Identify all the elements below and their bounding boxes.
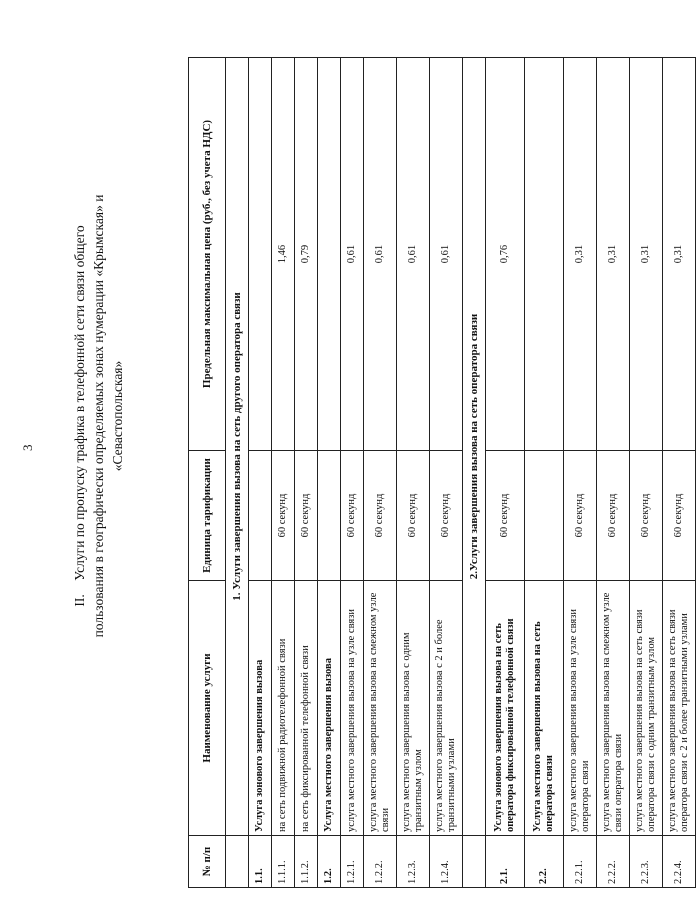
title-roman: II. bbox=[72, 594, 87, 607]
row-num: 1.2.4. bbox=[430, 836, 463, 888]
row-price bbox=[318, 58, 341, 451]
rotated-table-container bbox=[188, 58, 690, 888]
table-row bbox=[663, 58, 696, 888]
row-num: 2.2.4. bbox=[663, 836, 696, 888]
table-row bbox=[364, 58, 397, 888]
row-price: 0,31 bbox=[564, 58, 597, 451]
table-row bbox=[486, 58, 525, 888]
row-name: услуга местного завершения вызова с 2 и более транзитными узлами bbox=[430, 581, 463, 836]
row-num: 2.2.1. bbox=[564, 836, 597, 888]
row-name: на сеть фиксированной телефонной связи bbox=[295, 581, 318, 836]
row-unit: 60 секунд bbox=[663, 451, 696, 581]
row-price bbox=[249, 58, 272, 451]
table-row bbox=[341, 58, 364, 888]
row-num: 1.1.1. bbox=[272, 836, 295, 888]
table-row bbox=[564, 58, 597, 888]
row-unit: 60 секунд bbox=[272, 451, 295, 581]
row-num: 1.1. bbox=[249, 836, 272, 888]
row-unit bbox=[249, 451, 272, 581]
row-price: 0,31 bbox=[630, 58, 663, 451]
row-name: услуга местного завершения вызова на узле связи bbox=[341, 581, 364, 836]
row-unit bbox=[525, 451, 564, 581]
page-number: 3 bbox=[20, 444, 35, 451]
document-title bbox=[70, 156, 127, 676]
row-unit: 60 секунд bbox=[341, 451, 364, 581]
row-num: 2.2.3. bbox=[630, 836, 663, 888]
title-line-2: пользования в географически определяемых зонах нумерации «Крымская» и «Севастопольская» bbox=[91, 194, 125, 638]
title-line-1 bbox=[70, 156, 89, 676]
table-row bbox=[318, 58, 341, 888]
row-price: 0,31 bbox=[663, 58, 696, 451]
row-unit: 60 секунд bbox=[564, 451, 597, 581]
row-num: 1.2.1. bbox=[341, 836, 364, 888]
table-row bbox=[272, 58, 295, 888]
section-row bbox=[463, 58, 486, 888]
row-unit: 60 секунд bbox=[295, 451, 318, 581]
table-row bbox=[597, 58, 630, 888]
row-num: 2.2. bbox=[525, 836, 564, 888]
row-price: 1,46 bbox=[272, 58, 295, 451]
row-price: 0,61 bbox=[397, 58, 430, 451]
header-name: Наименование услуги bbox=[189, 581, 226, 836]
row-unit bbox=[318, 451, 341, 581]
header-unit: Единица тарификации bbox=[189, 451, 226, 581]
row-unit: 60 секунд bbox=[597, 451, 630, 581]
row-unit: 60 секунд bbox=[364, 451, 397, 581]
row-name: услуга местного завершения вызова с одним транзитным узлом bbox=[397, 581, 430, 836]
row-num: 1.2. bbox=[318, 836, 341, 888]
row-unit: 60 секунд bbox=[630, 451, 663, 581]
row-num: 1.2.2. bbox=[364, 836, 397, 888]
row-price: 0,61 bbox=[430, 58, 463, 451]
table-row bbox=[630, 58, 663, 888]
section1-title: 1. Услуги завершения вызова на сеть другого оператора связи bbox=[226, 58, 249, 836]
section-row bbox=[226, 58, 249, 888]
row-name: на сеть подвижной радиотелефонной связи bbox=[272, 581, 295, 836]
row-price: 0,79 bbox=[295, 58, 318, 451]
row-num: 2.1. bbox=[486, 836, 525, 888]
header-price: Предельная максимальная цена (руб., без учета НДС) bbox=[189, 58, 226, 451]
row-price bbox=[525, 58, 564, 451]
row-name: Услуга зонового завершения вызова bbox=[249, 581, 272, 836]
row-name: Услуга зонового завершения вызова на сеть оператора фиксированной телефонной связи bbox=[486, 581, 525, 836]
table-row bbox=[397, 58, 430, 888]
row-num: 2.2.2. bbox=[597, 836, 630, 888]
row-name: Услуга местного завершения вызова на сеть оператора связи bbox=[525, 581, 564, 836]
row-name: услуга местного завершения вызова на сеть связи оператора связи с одним транзитным узлом bbox=[630, 581, 663, 836]
row-name: услуга местного завершения вызова на смежном узле связи bbox=[364, 581, 397, 836]
row-unit: 60 секунд bbox=[430, 451, 463, 581]
tariff-table bbox=[188, 57, 696, 888]
row-name: услуга местного завершения вызова на узле связи оператора связи bbox=[564, 581, 597, 836]
table-row bbox=[249, 58, 272, 888]
table-row bbox=[430, 58, 463, 888]
row-name: Услуга местного завершения вызова bbox=[318, 581, 341, 836]
table-row bbox=[295, 58, 318, 888]
header-num: № п/п bbox=[189, 836, 226, 888]
row-unit: 60 секунд bbox=[486, 451, 525, 581]
table-header-row bbox=[189, 58, 226, 888]
row-name: услуга местного завершения вызова на смежном узле связи оператора связи bbox=[597, 581, 630, 836]
row-num: 1.1.2. bbox=[295, 836, 318, 888]
row-num: 1.2.3. bbox=[397, 836, 430, 888]
row-price: 0,76 bbox=[486, 58, 525, 451]
row-price: 0,61 bbox=[364, 58, 397, 451]
row-price: 0,31 bbox=[597, 58, 630, 451]
title-line1-text: Услуги по пропуску трафика в телефонной сети связи общего bbox=[72, 225, 87, 581]
row-price: 0,61 bbox=[341, 58, 364, 451]
section2-title: 2.Услуги завершения вызова на сеть оператора связи bbox=[463, 58, 486, 836]
table-row bbox=[525, 58, 564, 888]
row-name: услуга местного завершения вызова на сеть связи оператора связи с 2 и более транзитными узлами bbox=[663, 581, 696, 836]
row-unit: 60 секунд bbox=[397, 451, 430, 581]
